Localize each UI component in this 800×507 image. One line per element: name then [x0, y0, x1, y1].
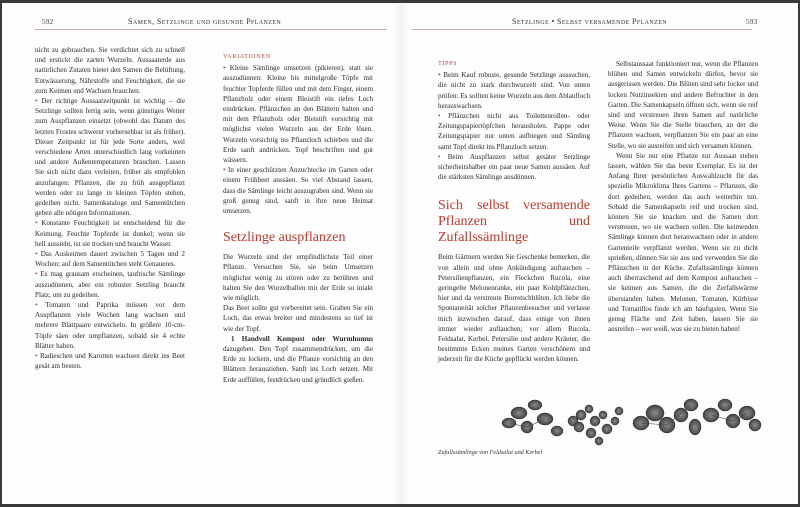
- header-rule-right: [412, 29, 752, 30]
- running-header-right: Setzlinge • Selbst versamende Pflanzen: [512, 17, 668, 26]
- section-label-variationen: VARIATIONEN: [223, 53, 271, 60]
- section-heading-selbst-versamende: Sich selbst versamende Pflanzen und Zufallssämlinge: [438, 198, 590, 246]
- seedling-illustration-icon: [495, 375, 765, 455]
- paragraph: Wenn Sie nur eine Pflanze zur Aussaat stehen lassen, wählen Sie das beste Exemplar. Es ist der Anfang Ihrer persönlichen Auswahlzucht für das spezielle Mikroklima Ihres Gartens – Pflanzen, die dort gedeihen, werden das auch weiterhin tun. Sobald die Samenkapseln reif und trocken sind, können Sie sie knacken und die Samen dort verstreuen, wo sie wachsen sollen. Die keimenden Sämlinge können dort heranwachsen oder in andere Gartenteile verpflanzt werden. Wenn sie zu dicht sprießen, dünnen Sie sie aus und verwenden Sie die Pflänzchen in der Küche. Zufallssämlinge können auch überraschend auf dem Kompost auftauchen – sie keimen aus Samen, die die Zerfallswärme überstanden haben. Melonen, Tomaten, Kürbisse und Tomatillos finde ich am häufigsten. Wenn Sie genug Fläche und Zeit haben, lassen Sie sie ausreifen – wer weiß, was sie zu bieten haben!: [608, 151, 758, 334]
- paragraph: Die Wurzeln sind der empfindlichste Teil einer Pflanze. Versuchen Sie, sie beim Umsetzen möglichst wenig zu stören oder zu berühren und halten Sie den Wurzelballen mit der Erde so intakt wie möglich.: [223, 253, 373, 303]
- ingredient-line: [223, 334, 373, 385]
- running-header-left: Samen, Setzlinge und gesunde Pflanzen: [128, 17, 282, 26]
- tip-item: • Pflänzchen nicht aus Toilettenrollen- oder Zeitungspapiertöpfchen herausholen. Pappe oder Zeitungspapier nur unten aufbiegen und Sämling samt Topf direkt ins Pflanzloch setzen.: [438, 111, 590, 152]
- paragraph: Beim Gärtnern werden Sie Geschenke bemerken, die von allein und ohne Ankündigung auftauchen – Petersilienpflanzen, ein Fleckchen Rucola, eine geringelte Melonenranke, ein paar Kohlpflänzchen, hier und da verstreute Borretschblüten. Ich liebe die Spontaneität solcher Pflanzenbesucher und verlasse mich inzwischen darauf, dass einige von ihnen immer wieder auftauchen; vor allem Rucola, Feldsalat, Kerbel, Petersilie und andere Kräuter, die bestimmte Ecken meines Garten verschönern und jederzeit für die Küche gepflückt werden können.: [438, 253, 590, 364]
- bullet-item: • Das Auskeimen dauert zwischen 5 Tagen und 2 Wochen; auf dem Samentütchen steht Genaueres.: [35, 249, 185, 269]
- page-number-left: 592: [42, 17, 54, 26]
- paragraph: Das Beet sollte gut vorbereitet sein. Graben Sie ein Loch, das etwas breiter und mindestens so tief ist wie der Topf.: [223, 304, 373, 333]
- left-column-1: [35, 45, 185, 372]
- bullet-item: • Es mag grausam erscheinen, taufrische Sämlinge auszudünnen, aber ein robuster Setzling braucht Platz, um zu gedeihen.: [35, 269, 185, 300]
- bullet-item: • Konstante Feuchtigkeit ist entscheidend für die Keimung. Feuchte Topferde ist dunkel; wenn sie hell aussieht, ist sie trocken und braucht Wasser.: [35, 218, 185, 249]
- right-page: [400, 3, 798, 504]
- ingredient-bold: 1 Handvoll Kompost oder Wurmhumus: [231, 334, 373, 343]
- paragraph: Selbstaussaat funktioniert nur, wenn die Pflanzen blühen und Samen entwickeln dürfen, bevor sie ausgerissen werden. Die Blüten sind sehr locker und locken Nutzinsekten und andere Befruchter in den Garten. Die Samenkapseln öffnen sich, wenn sie reif sind und verstreuen ihren Samen auf natürliche Weise. Wenn Sie die Stelle brauchen, an der die Pflanzen wachsen, verpflanzen Sie ein paar an eine Stelle, wo sie ausreifen und sich versamen können.: [608, 60, 758, 150]
- section-heading-setzlinge-auspflanzen: Setzlinge auspflanzen: [223, 230, 346, 246]
- ingredient-text: dazugeben. Den Topf zusammendrücken, um die Erde zu lockern, und die Pflanze vorsichtig an den Blättern herausziehen. Sanft ins Loch setzen. Mit Erde auffüllen, festdrücken und gründlich gießen.: [223, 345, 373, 384]
- section-label-tipps: TIPPS: [438, 60, 458, 67]
- bullet-item: • Der richtige Aussaatzeitpunkt ist wichtig – die Setzlinge sollten fertig sein, wenn günstiges Wetter zum Auspflanzen einsetzt (obwohl das Datum des letzten Frostes schwerer vorhersehbar ist als früher). Dieser Zeitpunkt ist für jede Sorte anders, weil verschiedene Arten unterschiedlich lang vorkeimen und andere Außentemperaturen brauchen. Lassen Sie sich nicht dazu verleiten, früher als empfohlen anzufangen: Pflanzen, die zu früh ausgepflanzt werden oder zu lange in kleinen Töpfen stehen, gedeihen nicht. Samenkataloge und Samentütchen geben alle nötigen Informationen.: [35, 96, 185, 218]
- book-spread: [2, 3, 798, 504]
- header-rule-left: [35, 29, 387, 30]
- bullet-item: • Tomaten und Paprika müssen vor dem Auspflanzen viele Wochen lang wachsen und mehrere Blattpaare entwickeln. In größere 10-cm-Töpfe säen oder umpflanzen, sobald sie 4 echte Blätter haben.: [35, 300, 185, 351]
- paragraph: nicht zu gebrauchen. Sie verdichtet sich zu schnell und erstickt die zarten Wurzeln. Aussaaterde aus natürlichen Zutaten bietet den Samen die Belüftung, Entwässerung, Nährstoffe und Feuchtigkeit, die sie zum Keimen und Wachsen brauchen.: [35, 46, 185, 95]
- tip-item: • Beim Kauf robuste, gesunde Setzlinge aussuchen, die nicht zu stark durchwurzelt sind. Von unten prüfen: Es sollten keine Wurzeln aus dem Ablaufloch herauswachsen.: [438, 70, 590, 111]
- left-page: [2, 3, 400, 504]
- variation-item: • In einer geschützten Anzuchtecke im Garten oder einem Frühbeet aussäen. So viel Abstand lassen, dass die Sämlinge leicht auszugraben sind. Wenn sie groß genug sind, sanft in ihre neue Heimat umsetzen.: [223, 165, 373, 216]
- variation-item: • Kleine Sämlinge umsetzen (pikieren), statt sie auszudünnen: Kleine bis mittelgroße Töpfe mit feuchter Topferde füllen und mit dem Finger, einem Pflanzholz oder einem Bleistift ein tiefes Loch eindrücken. Pflänzchen an den Blättern halten und mit dem Pflanzholz oder Bleistift vorsichtig mit möglichst vielen Wurzeln aus der Erde lösen. Wurzeln vorsichtig ins Pflanzloch schieben und die Erde sanft andrücken. Topf beschriften und gut wässern.: [223, 63, 373, 165]
- left-column-2: [223, 52, 373, 385]
- right-column-1: [438, 59, 590, 365]
- illustration-caption: Zufallssämlinge von Feldsalat und Kerbel: [438, 449, 543, 456]
- tip-item: • Beim Auspflanzen selbst gesäter Setzlinge sicherheitshalber ein paar neue Samen aussäen. Auf die stärksten Sämlinge ausdünnen.: [438, 152, 590, 183]
- page-number-right: 593: [746, 17, 758, 26]
- right-column-2: [608, 59, 758, 334]
- bullet-item: • Radieschen und Karotten wachsen direkt ins Beet gesät am besten.: [35, 351, 185, 371]
